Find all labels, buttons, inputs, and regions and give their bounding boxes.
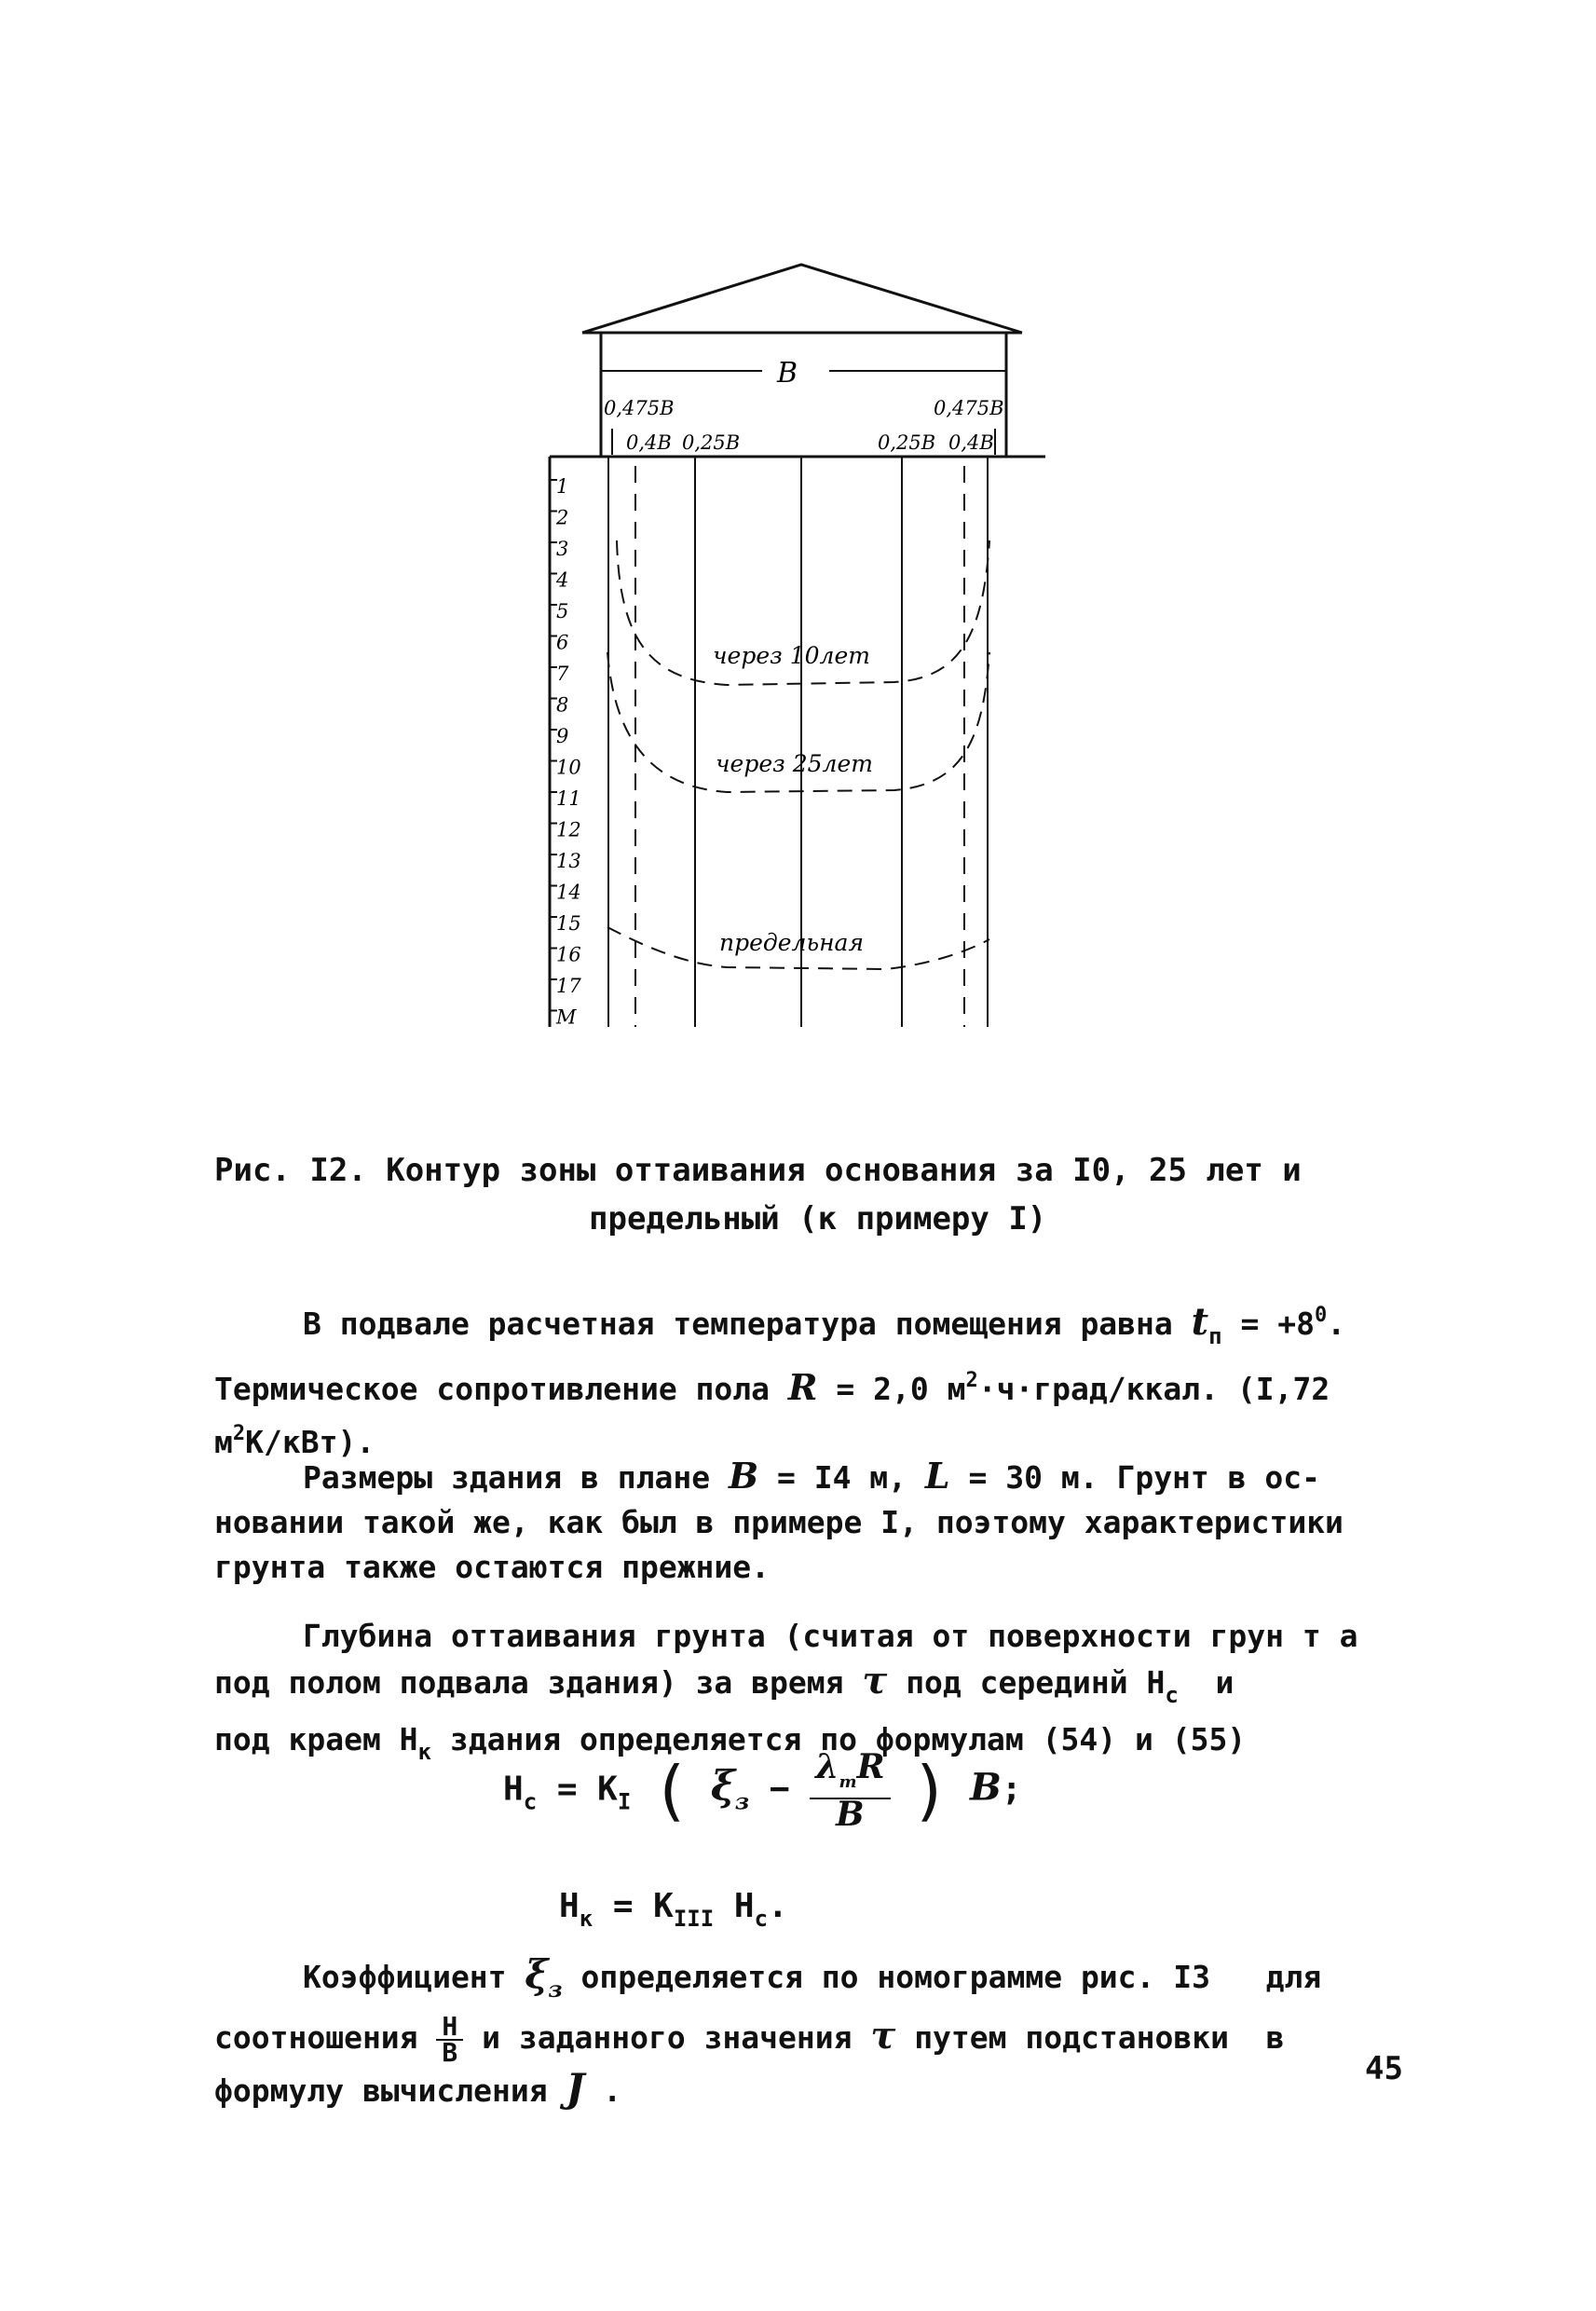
depth-scale <box>550 475 581 1029</box>
symbol-J: J <box>566 2064 585 2111</box>
depth-tick-label: M <box>556 1005 577 1029</box>
formula-end: . <box>768 1887 788 1925</box>
text: и заданного значения <box>482 2019 853 2056</box>
degree-sup: 0 <box>1314 1304 1328 1327</box>
formula-lhs: Н <box>503 1770 524 1809</box>
curve-label-25-years: через 25лет <box>716 750 873 777</box>
depth-tick-label: 12 <box>556 818 581 841</box>
subscript: с <box>754 1906 769 1932</box>
building-roof <box>582 265 1022 333</box>
width-label: B <box>776 357 798 390</box>
text: К/кВт). <box>245 1424 375 1460</box>
fraction-denominator: В <box>442 2036 458 2068</box>
depth-tick-label: 8 <box>556 693 569 717</box>
subscript: к <box>579 1906 593 1932</box>
formula-eq: = К <box>593 1887 674 1925</box>
subscript: III <box>673 1906 715 1932</box>
caption-line-1: Рис. I2. Контур зоны оттаивания основания за I0, 25 лет и <box>214 1152 1302 1189</box>
depth-tick-label: 11 <box>556 787 581 810</box>
symbol-tau: τ <box>862 1659 888 1702</box>
subscript: з <box>548 1976 563 2003</box>
superscript: 2 <box>965 1369 978 1392</box>
depth-tick-label: 4 <box>556 568 569 592</box>
left-paren: ( <box>650 1752 691 1829</box>
subscript: т <box>839 1772 857 1792</box>
symbol-sub: п <box>1208 1323 1222 1349</box>
text: формулу вычисления <box>214 2072 548 2109</box>
curve-label-limit: предельная <box>719 929 864 956</box>
dim-label-0475-left: 0,475B <box>604 397 675 419</box>
depth-tick-label: 6 <box>556 631 569 654</box>
formula-h: Н <box>714 1887 755 1925</box>
depth-tick-label: 16 <box>556 943 581 966</box>
formula-lhs: Н <box>559 1887 580 1925</box>
text: под серединй Н <box>906 1664 1166 1701</box>
formula-hk <box>559 1887 788 1932</box>
subscript: I <box>617 1788 632 1815</box>
depth-tick-label: 2 <box>556 506 569 529</box>
symbol-L: L <box>924 1455 950 1497</box>
text: путем подстановки в <box>914 2019 1285 2056</box>
dim-label-04-left: 0,4B <box>626 431 672 454</box>
dim-label-0475-right: 0,475B <box>934 397 1004 419</box>
depth-tick-label: 14 <box>556 881 581 904</box>
symbol-xi: ξ <box>710 1762 735 1811</box>
text: Глубина оттаивания грунта (считая от поверхности грун т а <box>303 1618 1358 1654</box>
page-number: 45 <box>1365 2050 1403 2087</box>
subscript: с <box>523 1788 538 1815</box>
depth-tick-label: 3 <box>556 538 569 560</box>
symbol-R: R <box>856 1747 885 1786</box>
paragraph-2 <box>214 1454 1398 1590</box>
lambda: λ <box>815 1747 839 1786</box>
thaw-zone-figure <box>0 0 1596 1072</box>
symbol-xi: ξ <box>525 1951 549 1997</box>
text: = 2,0 м <box>836 1371 966 1407</box>
fraction-numerator: Н <box>436 2015 463 2041</box>
text: под полом подвала здания) за время <box>214 1664 844 1701</box>
depth-tick-label: 17 <box>556 975 581 997</box>
dim-label-025-left: 0,25B <box>682 431 741 454</box>
text: = 30 м. Грунт в ос- <box>968 1459 1321 1496</box>
minus-sign: − <box>769 1770 790 1809</box>
text: . <box>1327 1306 1346 1342</box>
formula-eq: = К <box>537 1770 618 1809</box>
depth-tick-label: 10 <box>556 756 581 779</box>
text: под краем Н <box>214 1721 418 1757</box>
text: Коэффициент <box>303 1959 507 1995</box>
symbol-t: t <box>1191 1300 1209 1344</box>
text: соотношения <box>214 2019 418 2056</box>
depth-tick-label: 7 <box>556 663 569 685</box>
text: м <box>214 1424 233 1460</box>
symbol-B: B <box>970 1765 1002 1810</box>
depth-tick-label: 13 <box>556 850 581 872</box>
depth-tick-label: 1 <box>556 475 569 498</box>
caption-line-2: предельный (к примеру I) <box>589 1200 1047 1238</box>
fraction <box>810 1747 890 1834</box>
depth-tick-label: 5 <box>556 600 569 622</box>
text: = I4 м, <box>776 1459 907 1496</box>
text: новании такой же, как был в примере I, поэтому характеристики <box>214 1504 1344 1540</box>
subscript: к <box>417 1739 431 1765</box>
text: Термическое сопротивление пола <box>214 1371 771 1407</box>
text: грунта также остаются прежние. <box>214 1549 771 1585</box>
text: В подвале расчетная температура помещения равна <box>303 1306 1173 1342</box>
fraction-h-over-b <box>436 2010 463 2068</box>
curve-label-10-years: через 10лет <box>713 642 870 669</box>
paragraph-4 <box>214 1951 1398 2114</box>
formula-end: ; <box>1001 1770 1022 1809</box>
text: здания определяется по формулам (54) и (55) <box>431 1721 1247 1757</box>
text: . <box>603 2072 622 2109</box>
dim-label-025-right: 0,25B <box>878 431 936 454</box>
paragraph-1 <box>214 1293 1398 1465</box>
text: и <box>1178 1664 1235 1701</box>
figure-caption <box>214 1146 1398 1243</box>
superscript: 2 <box>232 1422 246 1445</box>
fraction-denominator: B <box>836 1795 865 1834</box>
symbol-B: B <box>728 1455 759 1497</box>
depth-tick-label: 15 <box>556 912 581 935</box>
subscript: с <box>1165 1682 1179 1708</box>
formula-hc <box>503 1747 1022 1834</box>
text: = +8 <box>1240 1306 1315 1342</box>
text: ·ч·град/ккал. (I,72 <box>977 1371 1330 1407</box>
paragraph-3 <box>214 1614 1398 1774</box>
dim-label-04-right: 0,4B <box>948 431 994 454</box>
text: Размеры здания в плане <box>303 1459 711 1496</box>
text: определяется по номограмме рис. I3 для <box>580 1959 1322 1995</box>
right-paren: ) <box>910 1752 950 1829</box>
symbol-R: R <box>787 1366 818 1408</box>
fraction-numerator <box>810 1747 890 1799</box>
symbol-tau: τ <box>870 2014 896 2058</box>
depth-tick-label: 9 <box>556 725 569 747</box>
subscript: з <box>734 1787 750 1815</box>
